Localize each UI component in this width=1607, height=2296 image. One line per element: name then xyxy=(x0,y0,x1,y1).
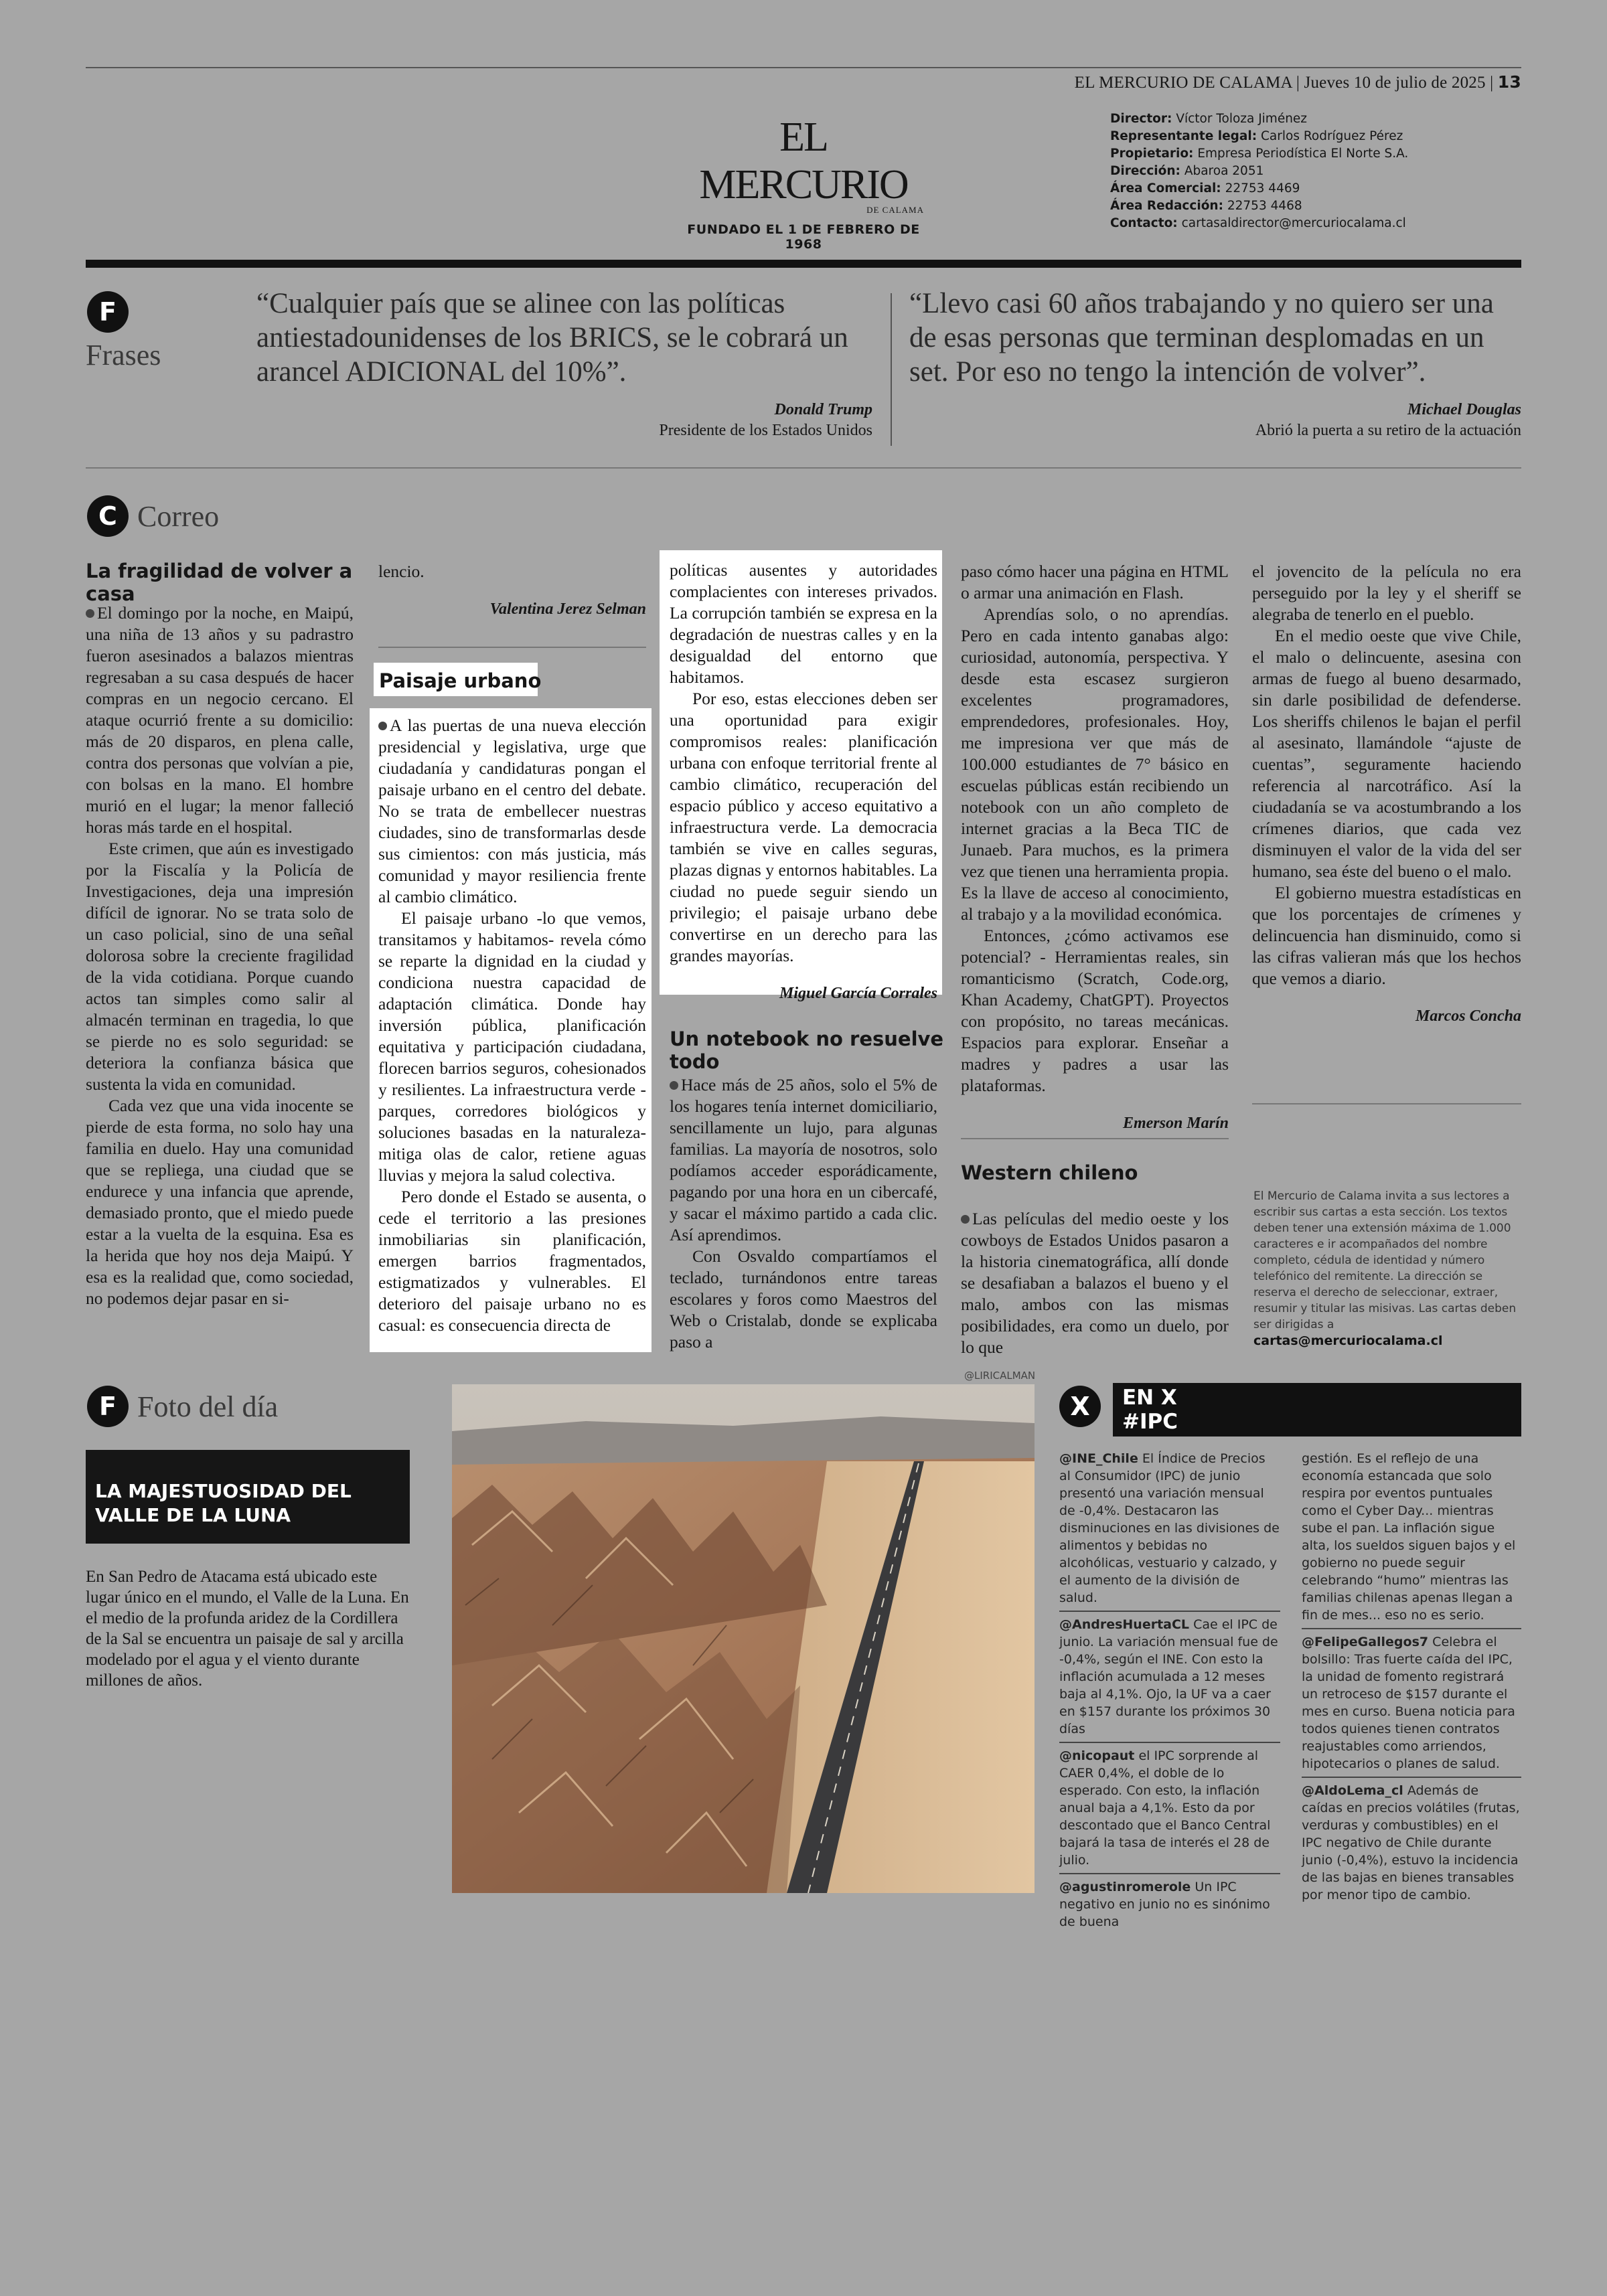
runner-sep: | xyxy=(1296,74,1304,92)
masthead-founded: FUNDADO EL 1 DE FEBRERO DE 1968 xyxy=(687,222,920,252)
quote-2-role: Abrió la puerta a su retiro de la actuación xyxy=(1255,422,1521,439)
frases-title: Frases xyxy=(86,339,161,372)
staff-value: cartasaldirector@mercuriocalama.cl xyxy=(1181,216,1406,230)
tweet xyxy=(1059,1874,1280,1935)
runner-paper: EL MERCURIO DE CALAMA xyxy=(1074,74,1292,92)
runner-date: Jueves 10 de julio de 2025 xyxy=(1304,74,1486,92)
letter-1-headline: La fragilidad de volver a casa xyxy=(86,560,353,605)
tweet-text: Cae el IPC de junio. La variación mensual fue de -0,4%, según el INE. Con esto la inflación acumulada a 12 meses baja al 4,1%. Ojo, la UF va a caer en $157 durante los próximos 30 días xyxy=(1059,1617,1278,1736)
page-number: 13 xyxy=(1497,72,1521,92)
tweet-text: Un IPC negativo en junio no es sinónimo de buena xyxy=(1059,1880,1270,1929)
staff-row xyxy=(1110,110,1512,128)
staff-value: Empresa Periodística El Norte S.A. xyxy=(1197,147,1409,161)
letter-4-body xyxy=(961,1208,1229,1358)
letter-2-p3: Pero donde el Estado se ausenta, o cede el territorio a las presiones inmobiliarias sin planificación, emergen barrios fragmentados, estigmatizados y vulnerables. El deterioro del paisaje urbano no es casual: es consecuencia directa de xyxy=(378,1187,646,1335)
letter-1-p1-text: El domingo por la noche, en Maipú, una niña de 13 años y su padrastro fueron asesinados a balazos mientras regresaban a su casa después de hacer compras en un negocio cercano. El ataque ocurrió frente a su domicilio: más de 20 disparos, en plena calle, contra dos personas que volvían a pie, con bolsas en la mano. El hombre murió en el lugar; la menor falleció horas más tarde en el hospital. xyxy=(86,603,354,837)
running-header xyxy=(1075,72,1521,92)
masthead xyxy=(676,114,931,252)
quote-2-text: “Llevo casi 60 años trabajando y no quiero ser una de esas personas que terminan desplomadas en un set. Por eso no tengo la intención de volver”. xyxy=(909,288,1494,388)
staff-key: Propietario: xyxy=(1110,147,1194,161)
letter-1-cont-text: lencio. xyxy=(378,562,425,581)
letter-3-continuation xyxy=(961,561,1229,1134)
letter-3-p1-text: Hace más de 25 años, solo el 5% de los hogares tenía internet domiciliario, sencillamente un lujo, para algunas familias. La mayoría de nosotros, solo podíamos acceder esporádicamente, pagando por una hora en un cibercafé, y sacar el máximo partido a cada clic. Así aprendimos. xyxy=(670,1075,937,1244)
letters-email-link[interactable]: cartas@mercuriocalama.cl xyxy=(1253,1333,1443,1348)
valle-de-la-luna-photo xyxy=(452,1384,1035,1893)
letter-4-cont-p1: el jovencito de la película no era perseguido por la ley y el sheriff se alegraba de tenerlo en el pueblo. xyxy=(1252,562,1521,624)
photo-credit: @LIRICALMAN xyxy=(964,1370,1036,1382)
tweet-handle[interactable]: @nicopaut xyxy=(1059,1748,1135,1763)
tweet xyxy=(1302,1446,1521,1629)
letter-3-p2: Con Osvaldo compartíamos el teclado, turnándonos entre tareas escolares y foros como Maestros del Web o Cristalab, donde se explicaba paso a xyxy=(670,1246,937,1351)
letter-1-p3: Cada vez que una vida inocente se pierde de esta forma, no solo hay una familia en duelo. Hay una comunidad que se repliega, una ciudad que se endurece y una infancia que aprende, demasiado pronto, que el miedo puede estar a la vuelta de la esquina. Esa es la herida que hoy nos deja Maipú. Y esa es la realidad que, como sociedad, no podemos dejar pasar en si- xyxy=(86,1096,354,1308)
letter-1-body xyxy=(86,602,354,1309)
letter-2-p1-text: A las puertas de una nueva elección presidencial y legislativa, urge que ciudadanía y candidaturas pongan el paisaje urbano en el centro del debate. No se trata de embellecer nuestras ciudades, sino de transformarlas desde sus cimientos: con más justicia, más comunidad y mayor resiliencia frente al cambio climático. xyxy=(378,716,646,906)
tweets-left-column xyxy=(1059,1446,1280,1935)
top-rule xyxy=(86,67,1521,68)
letter-4-cont-p3: El gobierno muestra estadísticas en que los porcentajes de crímenes y delincuencia han disminuido, como si las cifras valieran más que los hechos que vemos a diario. xyxy=(1252,883,1521,988)
tweet xyxy=(1059,1612,1280,1743)
x-badge: X xyxy=(1059,1386,1101,1427)
tweet-text: Celebra el bolsillo: Tras fuerte caída del IPC, la unidad de fomento registrará un retroceso de $157 durante el mes en curso. Buena noticia para todos quienes tienen contratos reajustables como arriendos, hipotecarios o planes de salud. xyxy=(1302,1635,1515,1771)
quote-1-author: Donald Trump xyxy=(774,401,872,418)
staff-row xyxy=(1110,128,1512,145)
masthead-logo-sub: DE CALAMA xyxy=(866,205,924,215)
letter-3-cont-p2: Aprendías solo, o no aprendías. Pero en cada intento ganabas algo: curiosidad, autonomía, perspectiva. Y desde esta escasez surgieron excelentes programadores, emprendedores, profesionales. Hoy, me impresiona ver que más de 100.000 estudiantes de 7° básico en escuelas públicas están recibiendo un notebook con un año completo de internet gracias a la Beca TIC de Junaeb. Para muchos, es la primera vez que tienen una herramienta propia. Es la llave de acceso al conocimiento, al trabajo y a la movilidad económica. xyxy=(961,604,1229,924)
staff-value: Víctor Toloza Jiménez xyxy=(1176,112,1308,126)
tweet-text: gestión. Es el reflejo de una economía estancada que solo respira por eventos puntuales como el Cyber Day... mientras sube el pan. La inflación sigue alta, los sueldos siguen bajos y el gobierno no puede seguir celebrando “humo” mientras las familias chilenas apenas llegan a fin de mes... eso no es serio. xyxy=(1302,1451,1516,1623)
staff-key: Área Comercial: xyxy=(1110,181,1221,195)
x-header-line2: #IPC xyxy=(1122,1410,1178,1434)
letter-3-cont-p1: paso cómo hacer una página en HTML o armar una animación en Flash. xyxy=(961,562,1229,602)
staff-row xyxy=(1110,163,1512,180)
staff-key: Área Redacción: xyxy=(1110,199,1223,213)
letter-2-p2: El paisaje urbano -lo que vemos, transitamos y habitamos- revela cómo se reparte la dignidad en la ciudad y condiciona nuestra capacidad de adaptación climática. Donde hay inversión pública, planificación equitativa y participación ciudadana, florecen barrios seguros, cohesionados y resilientes. La infraestructura verde -parques, corredores biológicos y soluciones basadas en la naturaleza- mitiga olas de calor, retiene aguas lluvias y mejora la salud colectiva. xyxy=(378,908,646,1185)
foto-badge: F xyxy=(87,1386,129,1427)
staff-key: Director: xyxy=(1110,112,1172,126)
letter-2-headline: Paisaje urbano xyxy=(379,669,542,692)
foto-caption-box xyxy=(86,1450,410,1544)
letter-2-body xyxy=(378,715,646,1336)
staff-key: Dirección: xyxy=(1110,164,1180,178)
x-header-line1: EN X xyxy=(1122,1386,1177,1410)
col2-rule xyxy=(378,647,646,648)
correo-title: Correo xyxy=(137,500,220,533)
quote-1 xyxy=(256,286,872,440)
bullet-dot xyxy=(86,609,94,618)
tweet-handle[interactable]: @INE_Chile xyxy=(1059,1451,1138,1466)
landscape-illustration xyxy=(452,1384,1035,1893)
letter-3-body xyxy=(670,1074,937,1353)
bullet-dot xyxy=(961,1215,970,1224)
staff-value: 22753 4468 xyxy=(1227,199,1302,213)
quote-2-author: Michael Douglas xyxy=(1407,401,1521,418)
header-thick-rule xyxy=(86,260,1521,268)
tweet-handle[interactable]: @AndresHuertaCL xyxy=(1059,1617,1190,1632)
staff-row xyxy=(1110,145,1512,163)
foto-caption-title: LA MAJESTUOSIDAD DEL VALLE DE LA LUNA xyxy=(95,1480,352,1526)
tweet-handle[interactable]: @agustinromerole xyxy=(1059,1880,1191,1894)
letter-4-p1-text: Las películas del medio oeste y los cowboys de Estados Unidos pasaron a la historia cinematográfica, allí donde se desafiaban a balazos el bueno y el malo, ambos con las mismas posibilidades, era como un duelo, por lo que xyxy=(961,1209,1229,1357)
tweet-text: el IPC sorprende al CAER 0,4%, el doble de lo esperado. Con esto, la inflación anual baja a 4,1%. Esto da por descontado que el Banco Central bajará la tasa de interés el 28 de julio. xyxy=(1059,1748,1271,1868)
letter-3-signature: Emerson Marín xyxy=(1122,1115,1229,1132)
staff-row xyxy=(1110,197,1512,215)
tweet xyxy=(1059,1446,1280,1612)
staff-value: Abaroa 2051 xyxy=(1184,164,1264,178)
col4-rule xyxy=(961,1138,1229,1139)
quote-divider xyxy=(891,293,892,446)
letter-4-continuation xyxy=(1252,561,1521,1027)
foto-title: Foto del día xyxy=(137,1390,279,1423)
letter-2-signature: Miguel García Corrales xyxy=(779,985,937,1002)
letter-1-p1 xyxy=(86,602,354,838)
tweet-handle[interactable]: @FelipeGallegos7 xyxy=(1302,1635,1429,1649)
tweets-right-column xyxy=(1302,1446,1521,1908)
runner-sep: | xyxy=(1490,74,1498,92)
letter-3-p1 xyxy=(670,1074,937,1246)
x-header xyxy=(1113,1383,1521,1437)
staff-value: Carlos Rodríguez Pérez xyxy=(1261,129,1403,143)
correo-badge: C xyxy=(87,495,129,537)
letter-1-signature: Valentina Jerez Selman xyxy=(489,600,646,618)
bullet-dot xyxy=(378,722,387,730)
staff-key: Contacto: xyxy=(1110,216,1178,230)
staff-box xyxy=(1110,110,1512,232)
letter-2-cont-p2: Por eso, estas elecciones deben ser una oportunidad para exigir compromisos reales: planificación urbana con enfoque territorial frente al cambio climático, recuperación del espacio público y acceso equitativo a infraestructura verde. La democracia también se vive en calles seguras, plazas dignas y entornos habitables. La ciudad no puede seguir siendo un privilegio; el paisaje urbano debe convertirse en un derecho para las grandes mayorías. xyxy=(670,689,937,965)
staff-row xyxy=(1110,215,1512,232)
letter-4-p1 xyxy=(961,1208,1229,1358)
letters-policy-text: El Mercurio de Calama invita a sus lectores a escribir sus cartas a esta sección. Los textos deben tener una extensión máxima de 1.000 caracteres e ir acompañados del nombre completo, cédula de identidad y número telefónico del remitente. La dirección se reserva el derecho de seleccionar, extraer, resumir y titular las misivas. Las cartas deben ser dirigidas a xyxy=(1253,1190,1517,1331)
quote-2 xyxy=(909,286,1521,440)
bullet-dot xyxy=(670,1081,678,1090)
tweet xyxy=(1302,1629,1521,1778)
tweet xyxy=(1302,1778,1521,1908)
letter-4-signature: Marcos Concha xyxy=(1415,1007,1521,1025)
letter-4-cont-p2: En el medio oeste que vive Chile, el malo o delincuente, asesina con armas de fuego al bueno desarmado, sin darle posibilidad de defenderse. Los sheriffs chilenos le bajan el perfil al asesinato, llamándole “ajuste de cuentas”, seguramente haciendo referencia al narcotráfico. Así la ciudadanía se va acostumbrando a los crímenes diarios, que cada vez disminuyen el valor de la vida del ser humano, sea éste del bueno o el malo. xyxy=(1252,626,1521,881)
staff-row xyxy=(1110,180,1512,197)
tweet xyxy=(1059,1743,1280,1874)
quote-1-text: “Cualquier país que se alinee con las políticas antiestadounidenses de los BRICS, se le cobrará un arancel ADICIONAL del 10%”. xyxy=(256,288,848,388)
frases-bottom-rule xyxy=(86,467,1521,469)
letter-3-headline: Un notebook no resuelve todo xyxy=(670,1028,944,1073)
staff-value: 22753 4469 xyxy=(1225,181,1300,195)
quote-1-role: Presidente de los Estados Unidos xyxy=(659,422,872,439)
letter-2-continuation xyxy=(670,560,937,1004)
letters-policy-note xyxy=(1253,1188,1521,1349)
col5-rule xyxy=(1252,1103,1521,1104)
frases-badge: F xyxy=(87,291,129,333)
letter-1-continuation xyxy=(378,561,646,620)
tweet-text: Además de caídas en precios volátiles (frutas, verduras y combustibles) en el IPC negativo de Chile durante junio (-0,4%), estuvo la incidencia de las bajas en bienes transables por menor tipo de cambio. xyxy=(1302,1783,1520,1902)
masthead-logo: EL MERCURIO xyxy=(699,114,908,208)
letter-2-p1 xyxy=(378,715,646,908)
foto-description: En San Pedro de Atacama está ubicado este lugar único en el mundo, el Valle de la Luna. En el medio de la profunda aridez de la Cordillera de la Sal se encuentra un paisaje de sal y arcilla modelado por el agua y el viento durante millones de años. xyxy=(86,1568,409,1690)
letter-2-cont-p1: políticas ausentes y autoridades complacientes con intereses privados. La corrupción también se expresa en la degradación de nuestras calles y en la desigualdad del entorno que habitamos. xyxy=(670,560,937,687)
tweet-handle[interactable]: @AldoLema_cl xyxy=(1302,1783,1403,1798)
staff-key: Representante legal: xyxy=(1110,129,1257,143)
letter-3-cont-p3: Entonces, ¿cómo activamos ese potencial? - Herramientas reales, sin romanticismo (Scratch, Code.org, Khan Academy, ChatGPT). Proyectos con propósito, no tareas mecánicas. Espacios para explorar. Enseñar a madres y padres a usar las plataformas. xyxy=(961,926,1229,1095)
letter-4-headline: Western chileno xyxy=(961,1161,1138,1184)
tweet-text: El Índice de Precios al Consumidor (IPC) de junio presentó una variación mensual de -0,4%. Destacaron las disminuciones en las divisiones de alimentos y bebidas no alcohólicas, vestuario y calzado, y el aumento de la división de salud. xyxy=(1059,1451,1280,1605)
letter-1-p2: Este crimen, que aún es investigado por la Fiscalía y la Policía de Investigaciones, deja una impresión difícil de ignorar. No se trata solo de un caso policial, sino de una señal dolorosa sobre la creciente fragilidad de la vida cotidiana. Porque cuando actos tan simples como salir al almacén terminan en tragedia, lo que se pierde no es solo seguridad: se deteriora la confianza básica que sustenta la vida en comunidad. xyxy=(86,839,354,1094)
